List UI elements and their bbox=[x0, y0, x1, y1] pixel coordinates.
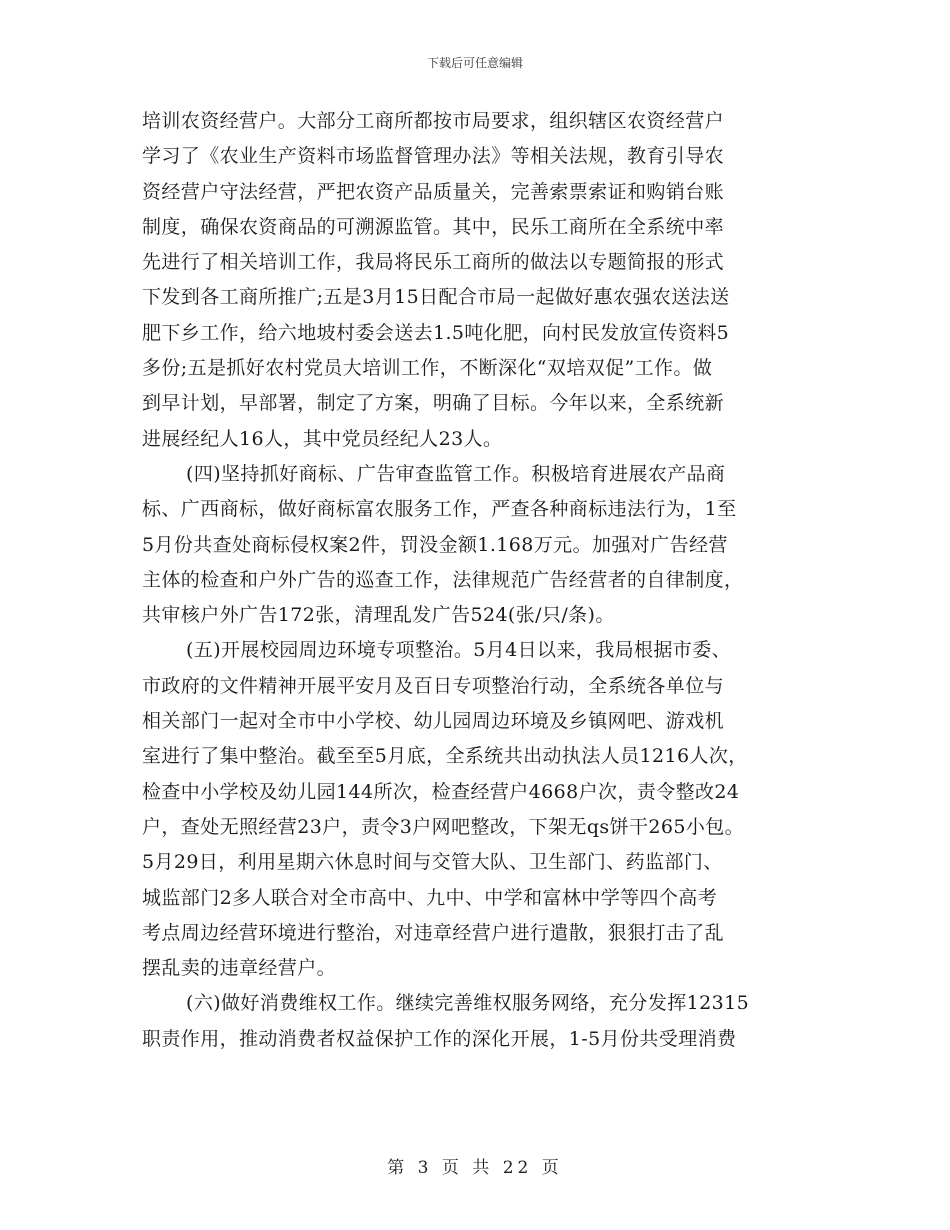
text-line: 标、广西商标，做好商标富农服务工作，严查各种商标违法行为，1至 bbox=[142, 498, 737, 521]
text-line: 职责作用，推动消费者权益保护工作的深化开展，1-5月份共受理消费 bbox=[142, 1027, 737, 1050]
text-line: 检查中小学校及幼儿园144所次，检查经营户4668户次，责令整改24 bbox=[142, 780, 740, 803]
text-line: 资经营户守法经营，严把农资产品质量关，完善索票索证和购销台账 bbox=[142, 180, 725, 203]
text-line: 学习了《农业生产资料市场监督管理办法》等相关法规，教育引导农 bbox=[142, 145, 725, 168]
text-line: 5月29日，利用星期六休息时间与交管大队、卫生部门、药监部门、 bbox=[142, 851, 723, 874]
text-line: (五)开展校园周边环境专项整治。5月4日以来，我局根据市委、 bbox=[186, 639, 732, 662]
text-line: 户，查处无照经营23户，责令3户网吧整改，下架无qs饼干265小包。 bbox=[142, 815, 745, 838]
document-body bbox=[142, 104, 822, 1057]
text-line: 多份;五是抓好农村党员大培训工作，不断深化“双培双促”工作。做 bbox=[142, 357, 713, 380]
page-number-footer: 第 3 页 共 22 页 bbox=[387, 1158, 563, 1178]
text-line: 先进行了相关培训工作，我局将民乐工商所的做法以专题简报的形式 bbox=[142, 251, 725, 274]
page-header: 下载后可任意编辑 bbox=[426, 56, 523, 70]
text-line: 进展经纪人16人，其中党员经纪人23人。 bbox=[142, 427, 503, 450]
text-line: 室进行了集中整治。截至至5月底，全系统共出动执法人员1216人次， bbox=[142, 745, 748, 768]
text-line: 到早计划，早部署，制定了方案，明确了目标。今年以来，全系统新 bbox=[142, 392, 725, 415]
text-line: 考点周边经营环境进行整治，对违章经营户进行遣散，狠狠打击了乱 bbox=[142, 921, 725, 944]
text-line: 下发到各工商所推广;五是3月15日配合市局一起做好惠农强农送法送 bbox=[142, 286, 730, 309]
text-line: 相关部门一起对全市中小学校、幼儿园周边环境及乡镇网吧、游戏机 bbox=[142, 710, 725, 733]
text-line: 城监部门2多人联合对全市高中、九中、中学和富林中学等四个高考 bbox=[142, 886, 718, 909]
text-line: 制度，确保农资商品的可溯源监管。其中，民乐工商所在全系统中率 bbox=[142, 215, 725, 238]
text-line: 市政府的文件精神开展平安月及百日专项整治行动，全系统各单位与 bbox=[142, 674, 725, 697]
text-line: 培训农资经营户。大部分工商所都按市局要求，组织辖区农资经营户 bbox=[142, 110, 725, 132]
text-line: (六)做好消费维权工作。继续完善维权服务网络，充分发挥12315 bbox=[186, 992, 750, 1015]
text-line: (四)坚持抓好商标、广告审查监管工作。积极培育进展农产品商 bbox=[186, 462, 726, 485]
text-line: 肥下乡工作，给六地坡村委会送去1.5吨化肥，向村民发放宣传资料5 bbox=[142, 321, 730, 344]
text-line: 5月份共查处商标侵权案2件，罚没金额1.168万元。加强对广告经营 bbox=[142, 533, 728, 556]
text-line: 摆乱卖的违章经营户。 bbox=[142, 957, 337, 980]
text-line: 主体的检查和户外广告的巡查工作，法律规范广告经营者的自律制度， bbox=[142, 568, 744, 591]
text-line: 共审核户外广告172张，清理乱发广告524(张/只/条)。 bbox=[142, 604, 615, 627]
